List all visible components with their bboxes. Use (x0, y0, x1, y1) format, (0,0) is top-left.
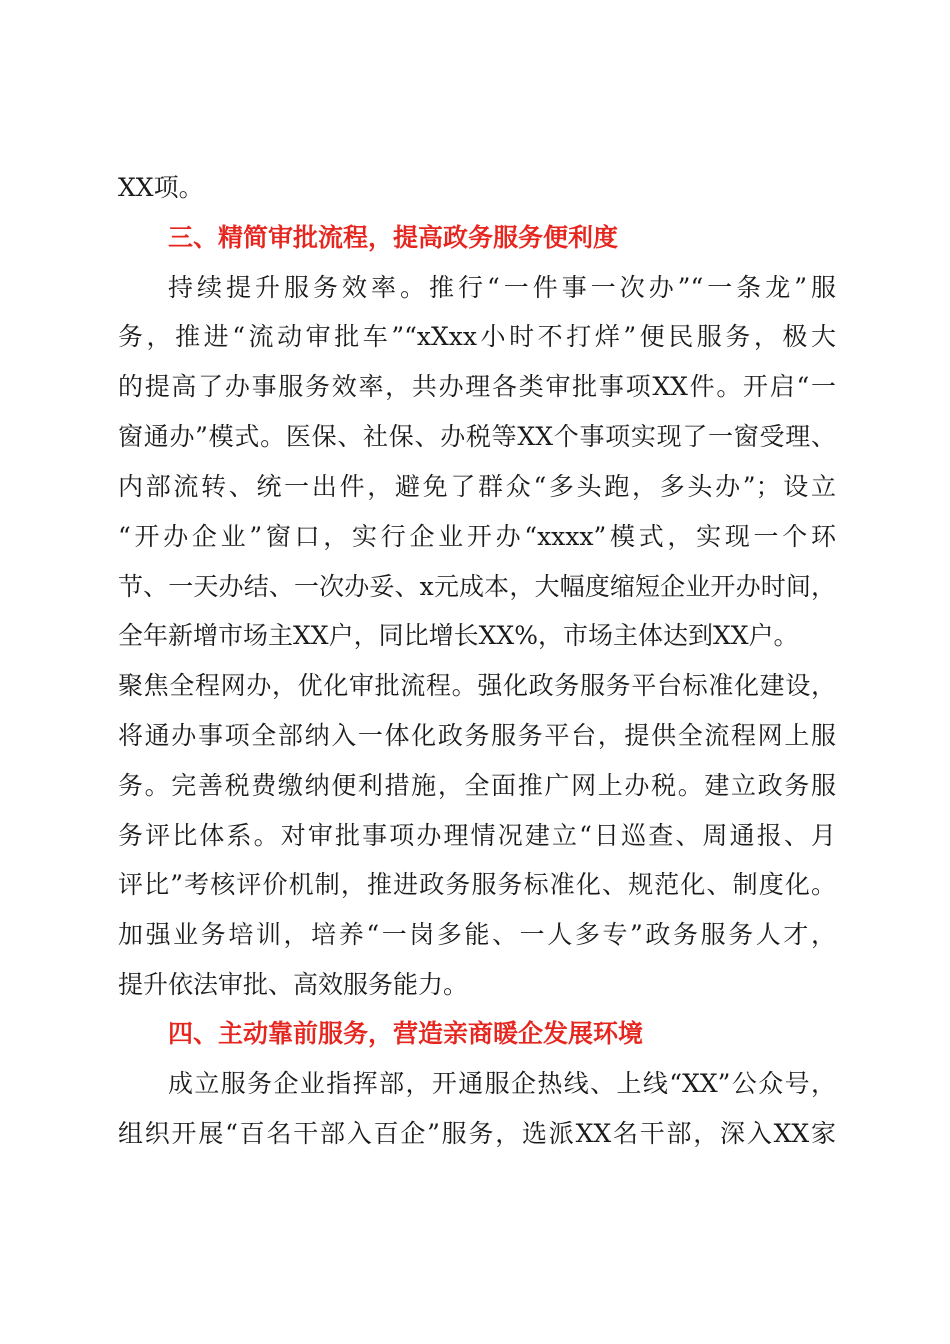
paragraph-line: 成立服务企业指挥部，开通服企热线、上线“XX”公众号， (168, 1069, 836, 1098)
paragraph-line: 务，推进“流动审批车”“xXxx小时不打烊”便民服务，极大 (118, 322, 836, 351)
section-3-heading: 三、精简审批流程，提高政务服务便利度 (168, 223, 619, 252)
paragraph-line: 节、一天办结、一次办妥、x元成本，大幅度缩短企业开办时间， (118, 572, 836, 601)
paragraph-line: 全年新增市场主XX户，同比增长XX%，市场主体达到XX户。 (118, 621, 799, 650)
paragraph-line: 将通办事项全部纳入一体化政务服务平台，提供全流程网上服 (118, 721, 836, 750)
paragraph-line: 加强业务培训，培养“一岗多能、一人多专”政务服务人才， (118, 920, 836, 949)
paragraph-line: 评比”考核评价机制，推进政务服务标准化、规范化、制度化。 (118, 870, 836, 899)
paragraph-line: “开办企业”窗口，实行企业开办“xxxx”模式，实现一个环 (118, 522, 836, 551)
paragraph-line: 窗通办”模式。医保、社保、办税等XX个事项实现了一窗受理、 (118, 422, 836, 451)
section-4-heading: 四、主动靠前服务，营造亲商暖企发展环境 (168, 1019, 644, 1048)
paragraph-line: 持续提升服务效率。推行“一件事一次办”“一条龙”服 (168, 273, 836, 302)
paragraph-line: 务评比体系。对审批事项办理情况建立“日巡查、周通报、月 (118, 821, 836, 850)
paragraph-line: 提升依法审批、高效服务能力。 (118, 970, 469, 999)
paragraph-line: 组织开展“百名干部入百企”服务，选派XX名干部，深入XX家 (118, 1119, 836, 1148)
paragraph-line: 的提高了办事服务效率，共办理各类审批事项XX件。开启“一 (118, 372, 836, 401)
paragraph-line: 内部流转、统一出件，避免了群众“多头跑，多头办”；设立 (118, 472, 836, 501)
paragraph-line: 聚焦全程网办，优化审批流程。强化政务服务平台标准化建设， (118, 671, 836, 700)
paragraph-line: 务。完善税费缴纳便利措施，全面推广网上办税。建立政务服 (118, 771, 836, 800)
top-fragment: XX项。 (118, 173, 204, 202)
